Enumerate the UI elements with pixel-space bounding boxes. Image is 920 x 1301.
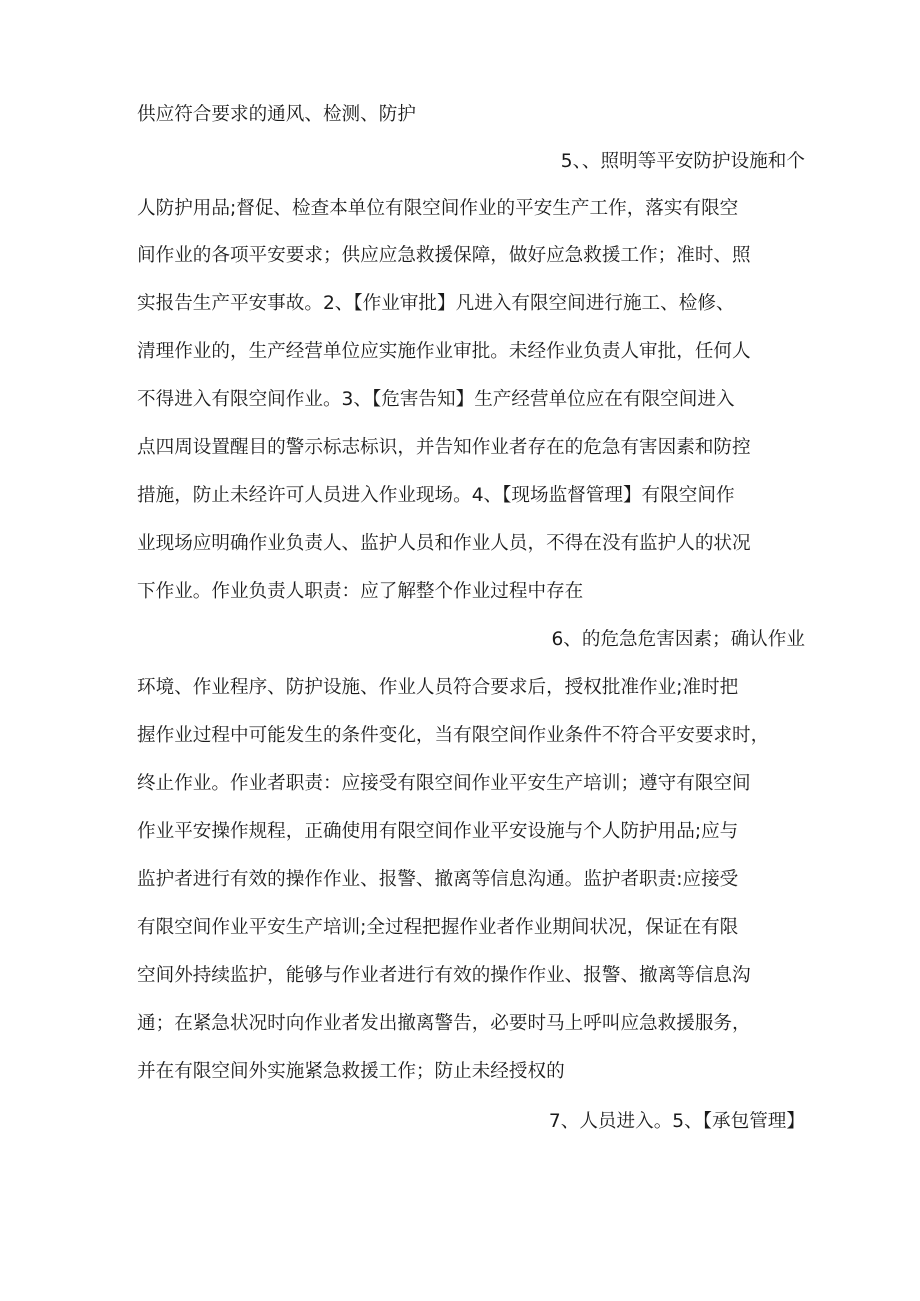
- text-line: 有限空间作业平安生产培训;全过程把握作业者作业期间状况，保证在有限: [137, 917, 739, 938]
- text-line: 实报告生产平安事故。2、【作业审批】凡进入有限空间进行施工、检修、: [137, 293, 735, 314]
- text-line: 6、的危急危害因素；确认作业: [551, 629, 805, 650]
- text-line: 握作业过程中可能发生的条件变化，当有限空间作业条件不符合平安要求时，: [137, 725, 770, 746]
- text-line: 供应符合要求的通风、检测、防护: [137, 104, 416, 125]
- text-line: 措施，防止未经许可人员进入作业现场。4、【现场监督管理】有限空间作: [137, 485, 735, 506]
- text-line: 间作业的各项平安要求；供应应急救援保障，做好应急救援工作；准时、照: [137, 245, 751, 266]
- text-line: 下作业。作业负责人职责：应了解整个作业过程中存在: [137, 581, 584, 602]
- text-line: 点四周设置醒目的警示标志标识，并告知作业者存在的危急有害因素和防控: [137, 437, 751, 458]
- text-line: 7、人员进入。5、【承包管理】: [548, 1111, 805, 1132]
- text-line: 空间外持续监护，能够与作业者进行有效的操作作业、报警、撤离等信息沟: [137, 965, 751, 986]
- text-line: 不得进入有限空间作业。3、【危害告知】生产经营单位应在有限空间进入: [137, 389, 735, 410]
- text-line: 作业平安操作规程，正确使用有限空间作业平安设施与个人防护用品;应与: [137, 821, 739, 842]
- text-line: 监护者进行有效的操作作业、报警、撤离等信息沟通。监护者职责:应接受: [137, 869, 739, 890]
- text-line: 通；在紧急状况时向作业者发出撤离警告，必要时马上呼叫应急救援服务，: [137, 1013, 751, 1034]
- text-line: 终止作业。作业者职责：应接受有限空间作业平安生产培训；遵守有限空间: [137, 773, 751, 794]
- text-line: 并在有限空间外实施紧急救援工作；防止未经授权的: [137, 1061, 565, 1082]
- text-line: 清理作业的，生产经营单位应实施作业审批。未经作业负责人审批，任何人: [137, 341, 751, 362]
- text-line: 人防护用品;督促、检查本单位有限空间作业的平安生产工作，落实有限空: [137, 198, 739, 219]
- text-line: 5、、照明等平安防护设施和个: [560, 151, 805, 172]
- text-line: 业现场应明确作业负责人、监护人员和作业人员，不得在没有监护人的状况: [137, 533, 751, 554]
- text-line: 环境、作业程序、防护设施、作业人员符合要求后，授权批准作业;准时把: [137, 677, 739, 698]
